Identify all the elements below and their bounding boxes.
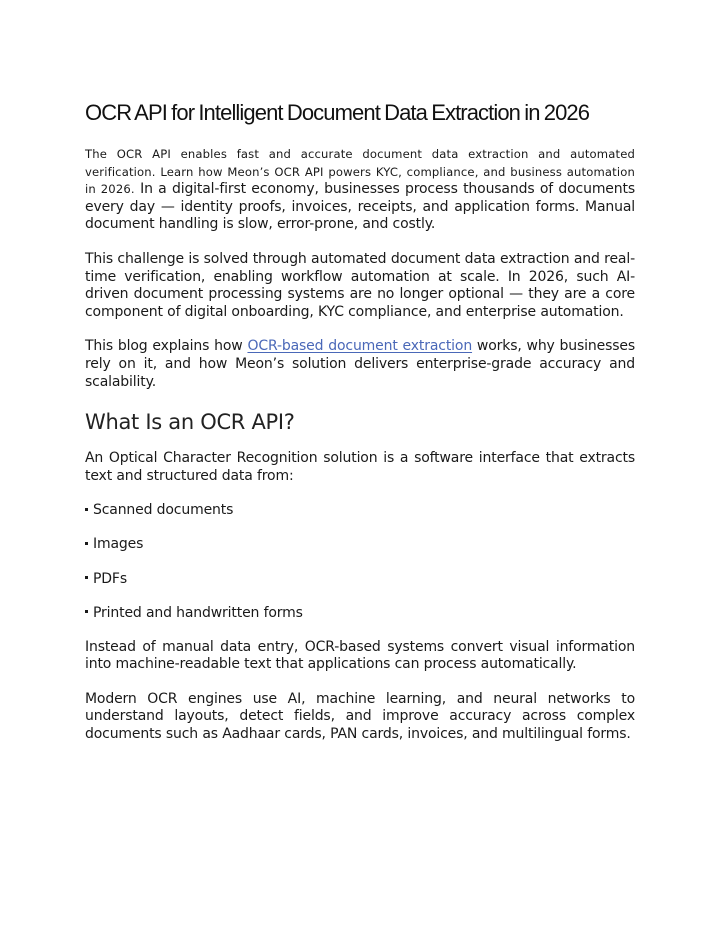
list-item — [85, 571, 635, 589]
list-item-label: PDFs — [93, 570, 127, 587]
list-item-label: Printed and handwritten forms — [93, 604, 303, 621]
manual-entry-paragraph: Instead of manual data entry, OCR-based systems convert visual information into machine-readable text that applications can process automatically. — [85, 638, 635, 673]
modern-ocr-paragraph: Modern OCR engines use AI, machine learning, and neural networks to understand layouts, detect fields, and improve accuracy across complex documents such as Aadhaar cards, PAN cards, invoices, and multilingual forms. — [85, 690, 635, 743]
section-heading-what-is-ocr-api: What Is an OCR API? — [85, 410, 295, 435]
intro-body: In a digital-first economy, businesses process thousands of documents every day — identity proofs, invoices, receipts, and application forms. Manual document handling is slow, error-prone, and costly. — [85, 181, 635, 233]
bullet-icon — [85, 610, 88, 613]
bullet-icon — [85, 576, 88, 579]
intro-paragraph — [85, 146, 635, 234]
ocr-document-extraction-link[interactable]: OCR-based document extraction — [247, 338, 473, 355]
list-item-label: Scanned documents — [93, 502, 234, 519]
document-page — [85, 96, 635, 761]
blog-explains-before-link: This blog explains how — [85, 338, 248, 355]
challenge-paragraph: This challenge is solved through automated document data extraction and real-time verification, enabling workflow automation at scale. In 2026, such AI-driven document processing systems are no longer optional — they are a core component of digital onboarding, KYC compliance, and enterprise automation. — [85, 250, 635, 320]
blog-explains-after-link: works, why businesses rely on it, and how Meon’s solution delivers enterprise-grade accuracy and scalability. — [85, 338, 635, 390]
blog-explains-paragraph — [85, 338, 635, 391]
ocr-definition-paragraph: An Optical Character Recognition solution is a software interface that extracts text and structured data from: — [85, 450, 635, 484]
list-item-label: Images — [93, 536, 144, 553]
list-item — [85, 502, 635, 520]
list-item — [85, 605, 635, 623]
list-item — [85, 536, 635, 554]
ocr-input-types-list — [85, 502, 635, 622]
bullet-icon — [85, 542, 88, 545]
document-title: OCR API for Intelligent Document Data Extraction in 2026 — [85, 100, 590, 125]
intro-summary: The OCR API enables fast and accurate document data extraction and automated verification. Learn how Meon’s OCR API powers KYC, compliance, and business automation in 2026. — [85, 147, 635, 197]
bullet-icon — [85, 508, 88, 511]
